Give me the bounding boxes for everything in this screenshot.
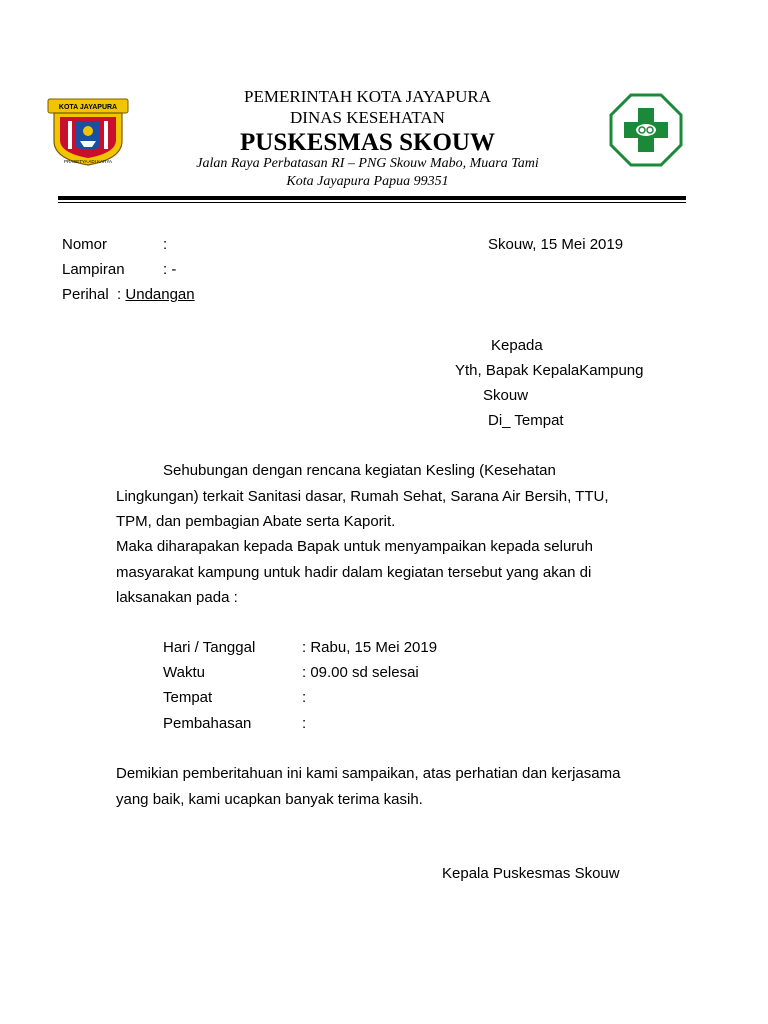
logo-text-top: KOTA JAYAPURA [58, 104, 118, 111]
closing-line1: Demikian pemberitahuan ini kami sampaikan, atas perhatian dan kerjasama [116, 765, 621, 782]
body-p1-line2: Lingkungan) terkait Sanitasi dasar, Rumah Sehat, Sarana Air Bersih, TTU, [116, 488, 609, 505]
body-p2-line2: masyarakat kampung untuk hadir dalam kegiatan tersebut yang akan di [116, 564, 592, 581]
detail-label-place: Tempat [163, 689, 213, 706]
recipient-name: Yth, Bapak KepalaKampung [455, 362, 644, 379]
header-title: PUSKESMAS SKOUW [240, 129, 495, 156]
header-government: PEMERINTAH KOTA JAYAPURA [244, 87, 491, 106]
perihal-row [62, 286, 195, 304]
perihal-separator: : [117, 286, 122, 303]
nomor-separator: : [163, 236, 168, 253]
detail-value-time: : 09.00 sd selesai [302, 664, 419, 681]
detail-label-topic: Pembahasan [163, 715, 252, 732]
lampiran-value: : - [163, 261, 177, 278]
closing-line2: yang baik, kami ucapkan banyak terima kasih. [116, 791, 423, 808]
recipient-di-tempat: Di_ Tempat [488, 412, 564, 429]
body-p1-line3: TPM, dan pembagian Abate serta Kaporit. [116, 513, 396, 530]
header-address-line2: Kota Jayapura Papua 99351 [286, 174, 449, 189]
detail-label-time: Waktu [163, 664, 205, 681]
detail-label-date: Hari / Tanggal [163, 639, 256, 656]
perihal-value: Undangan [125, 286, 195, 303]
recipient-place: Skouw [483, 387, 529, 404]
recipient-kepada: Kepada [491, 337, 543, 354]
detail-value-topic: : [302, 715, 307, 732]
lampiran-label: Lampiran [62, 261, 125, 278]
detail-value-date: : Rabu, 15 Mei 2019 [302, 639, 438, 656]
place-date: Skouw, 15 Mei 2019 [488, 236, 624, 253]
body-p2-line3: laksanakan pada : [116, 589, 238, 606]
detail-value-place: : [302, 689, 307, 706]
logo-text-bottom: PRASETYA ADI KARYA [63, 159, 113, 164]
perihal-label: Perihal [62, 286, 109, 303]
header-address-line1: Jalan Raya Perbatasan RI – PNG Skouw Mabo, Muara Tami [196, 156, 539, 171]
signature-title: Kepala Puskesmas Skouw [442, 865, 620, 882]
nomor-label: Nomor [62, 236, 108, 253]
body-p2-line1: Maka diharapakan kepada Bapak untuk menyampaikan kepada seluruh [116, 538, 593, 555]
body-p1-line1: Sehubungan dengan rencana kegiatan Kesling (Kesehatan [163, 462, 556, 479]
letterhead-divider-thin [58, 202, 686, 203]
letterhead-divider-thick [58, 196, 686, 200]
header-department: DINAS KESEHATAN [290, 108, 445, 127]
